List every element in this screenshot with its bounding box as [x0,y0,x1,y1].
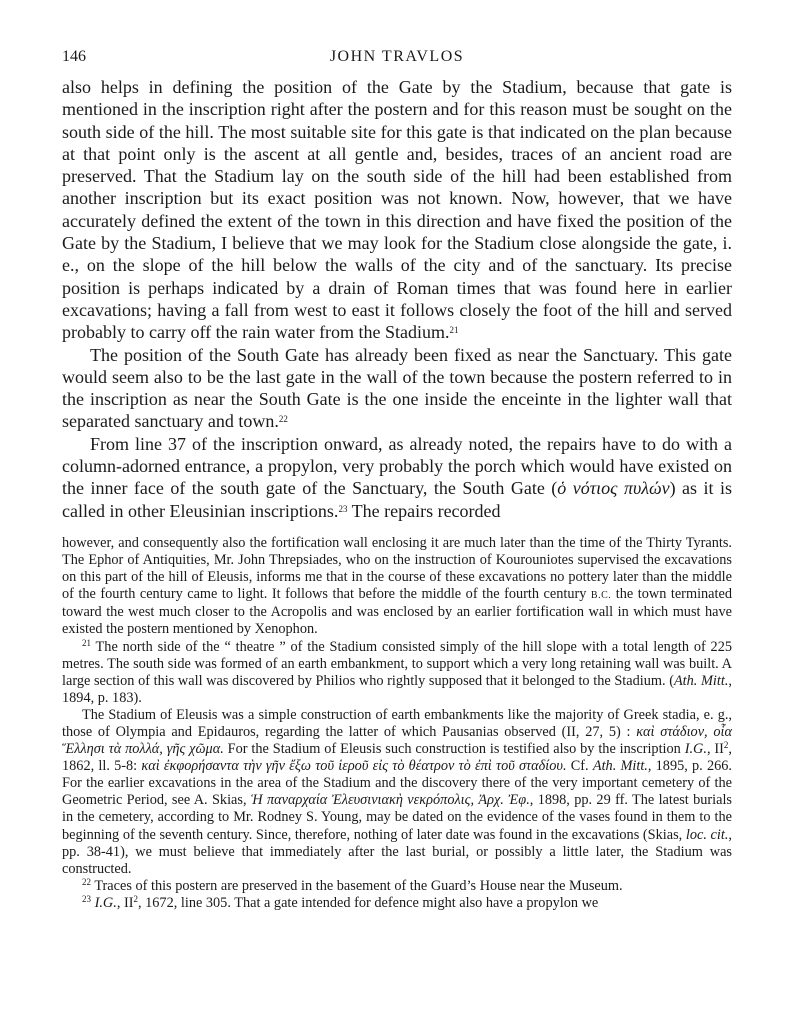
paragraph-3-text-c: The repairs recorded [347,500,501,521]
footnote-23-number: 23 [82,893,91,904]
footnote-22-number: 22 [82,876,91,887]
paragraph-3 [62,433,732,522]
footnote-23-text: , II [116,894,134,911]
footnote-23-sup: 2 [133,893,138,904]
paragraph-1-text: also helps in defining the position of the Gate by the Stadium, because that gate is mentioned in the inscription right after the postern and for this reason must be sought on the south side of the hill. The most suitable site for this gate is that indicated on the plan because at that point only is the ascent at all gentle and, besides, traces of an ancient road are preserved. That the Stadium lay on the south side of the hill had been established from another inscription but its exact position was not known. Now, however, that we have accurately defined the extent of the town in this direction and have fixed the position of the Gate by the Stadium, I believe that we may look for the Stadium close alongside the gate, i. e., on the slope of the hill below the walls of the city and of the sanctuary. Its precise position is perhaps indicated by a drain of Roman times that was found here in earlier excavations; having a fall from west to east it follows closely the foot of the hill and served probably to carry off the rain water from the Stadium. [62,77,732,343]
paragraph-1 [62,76,732,344]
greek-quote-pausanias: καὶ στάδιον, οἷα Ἕλλησι τὰ πολλά, γῆς χῶμα. [62,723,732,758]
footnote-22 [62,878,732,895]
footnote-21-ref: Ath. Mitt. [673,672,729,689]
footnotes [62,535,732,912]
fn21b-ref: Ath. Mitt. [592,758,648,775]
footnote-23 [62,895,732,912]
footnote-ref-23[interactable]: 23 [338,503,348,514]
paragraph-3-text: From line 37 of the inscription onward, as already noted, the repairs have to do with a column-adorned entrance, a propylon, very probably the porch which would have existed on the inner face of the south gate of the Sanctuary, the South Gate ( [62,433,732,499]
fn21b-loc: loc. cit. [685,826,729,843]
paragraph-2 [62,344,732,433]
fn21b-h: , pp. 38-41), we must believe that immediately after the last burial, or possibly a little later, the Stadium was constructed. [62,826,732,877]
footnote-continuation-text: however, and consequently also the fortification wall enclosing it are much later than the time of the Thirty Tyrants. The Ephor of Antiquities, Mr. John Threpsiades, who on the instruction of Kourouniotes supervised the excavations on this part of the hill of Eleusis, informs me that in the course of these excavations no pottery later than the middle of the fourth century came to light. It follows that before the middle of the fourth century [62,534,732,603]
greek-title-skias: Ἡ παναρχαία Ἐλευσινιακὴ νεκρόπολις, Ἀρχ. Ἐφ. [250,792,530,809]
fn21b-d: , 1862, ll. 5-8: [62,741,732,775]
running-head-title: JOHN TRAVLOS [329,48,465,65]
paragraph-2-text: The position of the South Gate has already been fixed as near the Sanctuary. This gate would seem also to be the last gate in the wall of the town because the postern referred to in the inscription as near the South Gate is the one inside the enceinte in the lighter wall that separated sanctuary and town. [62,344,732,432]
page [62,44,732,912]
page-number: 146 [62,48,86,65]
footnote-21-continued [62,707,732,878]
fn21b-b: For the Stadium of Eleusis such construction is testified also by the inscription [223,741,685,758]
footnote-21-text: The north side of the “ theatre ” of the Stadium consisted simply of the hill slope with a total length of 225 metres. The south side was formed of an earth embankment, to support which a very long retaining wall was built. A large section of this wall was discovered by Philios who rightly supposed that it belonged to the Stadium. ( [62,638,732,689]
fn21b-sup: 2 [723,740,729,751]
footnote-23-text-b: , 1672, line 305. That a gate intended for defence might also have a propylon we [137,894,599,911]
paragraph-3-text-b: ) as it is called in other Eleusinian inscriptions. [62,478,732,521]
footnote-ref-22[interactable]: 22 [278,414,288,425]
main-text [62,76,732,522]
running-header [62,44,732,70]
fn21b-c: , II [706,741,724,758]
footnote-continuation [62,535,732,639]
footnote-21-number: 21 [82,637,91,648]
fn21b-g: , 1898, pp. 29 ff. The latest burials in the cemetery, according to Mr. Rodney S. Young, may be dated on the evidence of the vases found in them to the beginning of the seventh century. Since, therefore, nothing of later date was found in the excavations (Skias, [62,792,732,843]
footnote-23-ig: I.G. [94,894,117,911]
footnote-22-text: Traces of this postern are preserved in the basement of the Guard’s House near the Museum. [91,877,623,894]
greek-phrase: ὁ νότιος πυλών [557,478,670,499]
bc-abbrev: B.C. [590,590,612,602]
fn21b-ig: I.G. [684,741,707,758]
greek-quote-inscription: καὶ ἐκφορήσαντα τὴν γῆν ἔξω τοῦ ἱεροῦ εἰς τὸ θέατρον τὸ ἐπὶ τοῦ σταδίου. [141,758,567,775]
fn21b-a: The Stadium of Eleusis was a simple construction of earth embankments like the majority of Greek stadia, e. g., those of Olympia and Epidauros, regarding the latter of which Pausanias observed (II, 27, 5) : [62,706,732,740]
footnote-ref-21[interactable]: 21 [449,325,459,336]
footnote-21-text-b: , 1894, p. 183). [62,672,732,706]
fn21b-e: Cf. [566,758,593,775]
fn21b-f: , 1895, p. 266. For the earlier excavations in the area of the Stadium and the discovery there of the very important cemetery of the Geometric Period, see A. Skias, [62,758,732,809]
footnote-continuation-text-b: the town terminated toward the west much closer to the Acropolis and was enclosed by an earlier fortification wall in which must have existed the postern mentioned by Xenophon. [62,586,732,638]
footnote-21 [62,639,732,707]
